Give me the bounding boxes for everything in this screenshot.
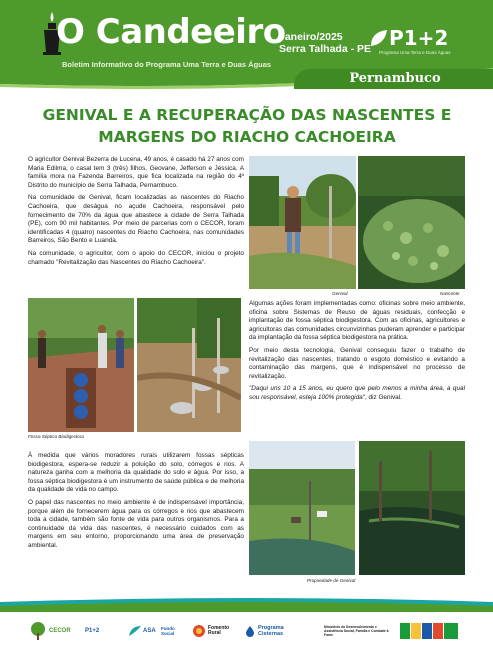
- program-logo-sub: Programa Uma Terra e Duas Águas: [379, 50, 451, 55]
- edition-info: [279, 31, 371, 55]
- newsletter-title: O Candeeiro: [56, 12, 286, 52]
- photo-propriedade: [249, 441, 355, 575]
- paragraph: Na comunidade de Genival, ficam localizadas as nascentes do Riacho Cachoeira, que deságua no açude Cachoeira, responsável pelo fornecimento de 70% da água que abastece a cidade de Serra Talhada (PE), com 90 mil habitantes. Por meio de parcerias com o CECOR, foram identificadas 4 (quatro) nascentes do Riacho Cachoeira, nas comunidades Barreiros, São Bento e Luanda.: [28, 194, 244, 245]
- paragraph: O papel das nascentes no meio ambiente é de indispensável importância, porque além de fornecerem água para os córregos e rios que abastecem toda a cidade, também são fonte de vida para outros organismos. Para a continuidade da vida das nascentes, é necessário cuidados com as margens em seu entorno, proporcionando uma área de preservação ambiental.: [28, 498, 244, 549]
- logo-p1-2: P1+2: [85, 628, 100, 634]
- photo-nascente: [358, 156, 465, 289]
- caption-propriedade: Propriedade de Genival: [307, 578, 356, 583]
- quote-attribution: , diz Genival.: [364, 393, 402, 401]
- logo-ministerio: Ministério do Desenvolvimento e Assistência Social, Família e Combate à Fome: [324, 625, 389, 637]
- article-headline: GENIVAL E A RECUPERAÇÃO DAS NASCENTES E MARGENS DO RIACHO CACHOEIRA: [42, 106, 452, 146]
- right-column: [249, 300, 465, 407]
- edition-place: Serra Talhada - PE: [279, 43, 372, 55]
- logo-cisternas: Programa Cisternas: [244, 619, 302, 643]
- tree-icon: [28, 621, 48, 641]
- program-logo-text: P1+2: [389, 26, 449, 50]
- newsletter-subtitle: Boletim Informativo do Programa Uma Terra e Duas Águas: [62, 60, 272, 69]
- leaf-icon: [369, 28, 389, 48]
- caption-genival: Genival: [332, 291, 348, 296]
- paragraph: Algumas ações foram implementadas como: oficinas sobre meio ambiente, oficina sobre Sistemas de Reuso de águas residuais, confecção e implantação de fossa séptica biodigestora. Com as oficinas, agricultores e agricultoras das comunidades circunvizinhas puderam aprender e participar da implantação da fossa séptica biodigestora na prática.: [249, 300, 465, 342]
- logo-fundo-social: Fundo Social: [161, 626, 175, 636]
- caption-nascente: Nascente: [440, 291, 460, 296]
- logo-asa: ASA: [128, 619, 156, 643]
- left-column-bottom: [28, 452, 244, 555]
- state-label: Pernambuco: [349, 71, 441, 86]
- quote-paragraph: [249, 385, 465, 402]
- paragraph: À medida que vários moradores rurais utilizarem fossas sépticas biodigestora, espera-se reduzir a poluição do solo, córregos e rios. A natureza ganha com a melhoria da qualidade do solo e água. Por isso, a fossa séptica biodigestora é um instrumento de saúde pública e de melhoria da qualidade de vida no campo.: [28, 452, 244, 494]
- logo-cecor: CECOR: [28, 619, 71, 643]
- paragraph: Por meio desta tecnologia, Genival conseguiu fazer o trabalho de revitalização das nascentes, tratando o esgoto doméstico e evitando a contaminação das margens, que é indispensável no processo de revitalização.: [249, 346, 465, 380]
- seal-icon: [192, 624, 206, 638]
- drop-icon: [244, 625, 256, 637]
- paragraph: Na comunidade, o agricultor, com o apoio do CECOR, iniciou o projeto chamado "Revitalização das Nascentes do Riacho Cachoeira".: [28, 249, 244, 266]
- brasil-flag-logo: [398, 619, 462, 643]
- logo-fomento-rural: Fomento Rural: [192, 619, 236, 643]
- paragraph: O agricultor Genival Bezerra de Lucena, 49 anos, é casado há 27 anos com Maria Edilma, o casal tem 3 (três) filhos, Geovane, Jefferson e Jéssica. A família mora na Fazenda Barreiros, que fica localizada na região do 4º Distrito do município de Serra Talhada, Pernambuco.: [28, 156, 244, 189]
- caption-fossa: Fossa Séptica Biodigestora: [28, 434, 84, 439]
- photo-fossa-tanks: [137, 298, 241, 432]
- wing-icon: [128, 624, 142, 638]
- logo-governo-federal: [398, 619, 462, 643]
- photo-fossa-installation: [28, 298, 134, 432]
- photo-riacho: [359, 441, 465, 575]
- program-logo: [375, 26, 455, 62]
- edition-date: Janeiro/2025: [279, 31, 343, 43]
- genival-quote: "Daqui uns 10 a 15 anos, eu quero que pelo menos a minha área, a qual sou responsável, esteja 100% protegida": [249, 385, 465, 401]
- photo-genival: [249, 156, 356, 289]
- left-column-top: [28, 156, 244, 271]
- footer-wave: [0, 594, 493, 614]
